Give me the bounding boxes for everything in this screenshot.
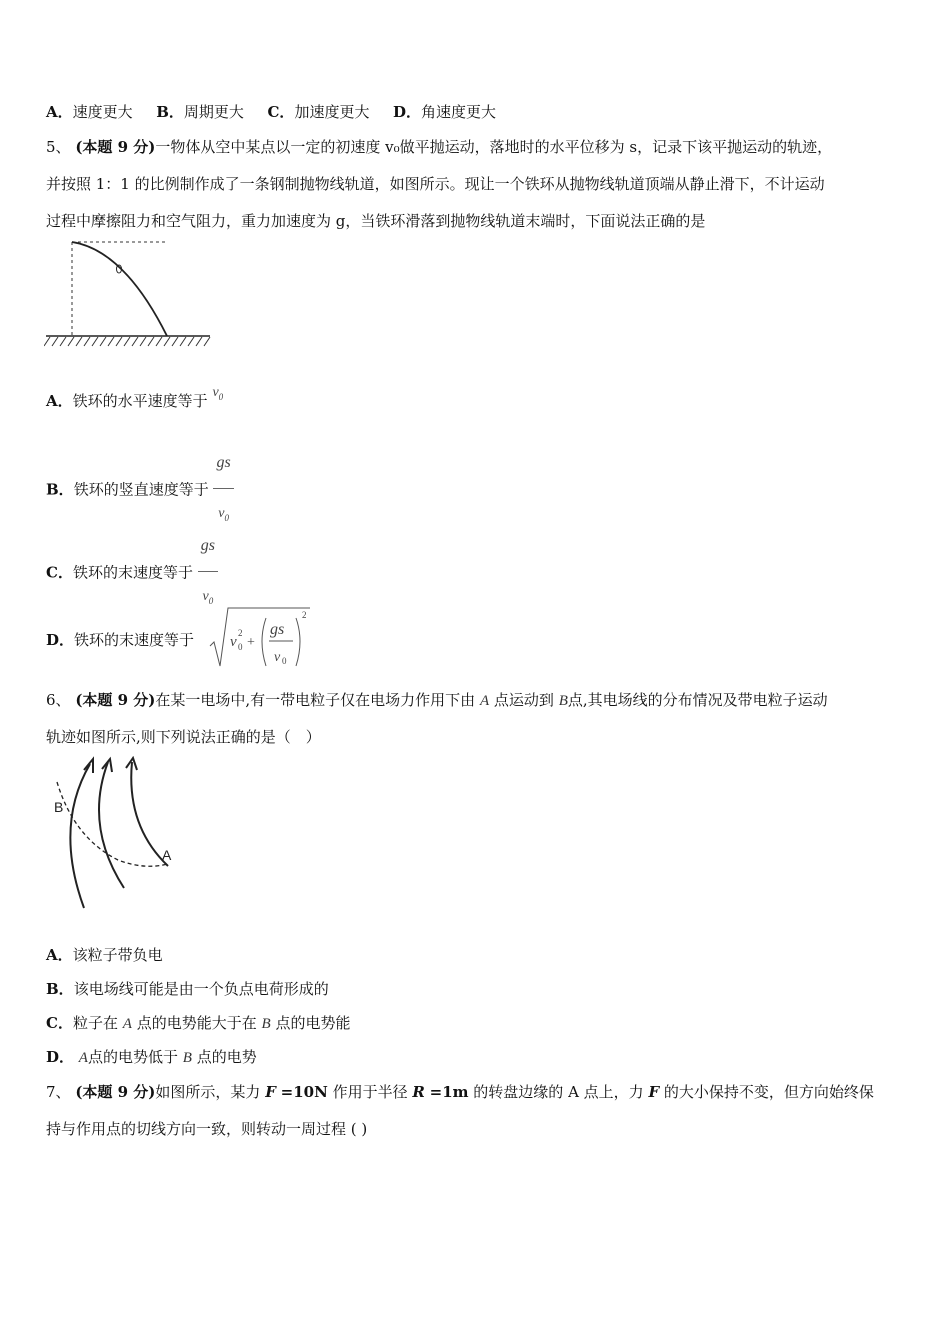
q6-field-figure xyxy=(44,756,180,912)
q7-force-symbol: F xyxy=(265,1083,276,1101)
q6-option-c-pre: 粒子在 xyxy=(72,1014,118,1032)
q5-option-a-text: 铁环的水平速度等于 xyxy=(72,392,208,410)
q4-option-c-text: 加速度更大 xyxy=(294,103,370,121)
q5-radical-v0-sup: 2 xyxy=(238,628,243,638)
q6-figure-label-b: B xyxy=(54,799,64,815)
q5-radical-v0: v xyxy=(230,634,237,650)
q6-field-line-1 xyxy=(70,764,90,908)
q6-option-d-mid: 点的电势低于 xyxy=(87,1048,178,1066)
q4-option-b-text: 周期更大 xyxy=(183,103,244,121)
q7-line-1-pre: 如图所示，某力 xyxy=(155,1083,261,1101)
q7-line-1-post: 的大小保持不变，但方向始终保 xyxy=(663,1083,874,1101)
q5-radical-sup2: 2 xyxy=(302,610,307,620)
q6-option-c-point-a: A xyxy=(122,1016,132,1032)
q6-option-c-point-b: B xyxy=(261,1016,271,1032)
q7-score: (本题 9 分) xyxy=(75,1083,156,1101)
q5-stem-line-3: 过程中摩擦阻力和空气阻力，重力加速度为 g，当铁环滑落到抛物线轨道末端时，下面说法正确的是 xyxy=(46,212,706,230)
q6-trajectory xyxy=(57,782,168,866)
q7-stem-line-1 xyxy=(46,1082,874,1102)
q6-option-c xyxy=(46,1013,350,1034)
q5-radical-sign xyxy=(210,608,310,666)
q6-number: 6、 xyxy=(46,691,71,709)
q5-stem-line-1 xyxy=(46,137,832,157)
q6-figure-label-a: A xyxy=(162,847,172,863)
q5-option-a xyxy=(46,385,224,417)
q6-stem-line-2: 轨迹如图所示,则下列说法正确的是（ ） xyxy=(46,728,321,746)
q5-radical-plus: + xyxy=(247,635,255,650)
q7-force-symbol-2: F xyxy=(648,1083,660,1101)
q5-left-paren xyxy=(262,618,266,666)
q5-option-b-text: 铁环的竖直速度等于 xyxy=(73,480,209,499)
q7-line-1-mid: 作用于半径 xyxy=(332,1083,408,1101)
q5-option-c-text: 铁环的末速度等于 xyxy=(72,563,193,582)
q5-option-c-label: C． xyxy=(46,563,73,582)
q6-score: (本题 9 分) xyxy=(75,691,156,709)
q5-option-b-formula: $\frac{gs}{v_0}$ xyxy=(213,440,233,541)
q5-score: (本题 9 分) xyxy=(75,138,156,156)
q4-option-d-label: D． xyxy=(393,103,422,121)
q6-field-line-2 xyxy=(99,762,124,888)
q6-option-b xyxy=(46,979,329,999)
q7-line-1-mid2: 的转盘边缘的 A 点上，力 xyxy=(473,1083,644,1101)
q6-option-d xyxy=(46,1047,257,1068)
q4-option-b-label: B． xyxy=(156,103,184,121)
q5-option-c xyxy=(46,523,218,624)
q5-right-paren xyxy=(296,618,300,666)
q5-radical-v0-sub: 0 xyxy=(238,642,243,652)
q5-line-1-text: 一物体从空中某点以一定的初速度 v₀做平抛运动，落地时的水平位移为 s，记录下该平抛运动的轨迹， xyxy=(155,138,833,156)
q5-option-d-text: 铁环的末速度等于 xyxy=(74,631,195,649)
q7-stem-line-2: 持与作用点的切线方向一致，则转动一周过程 ( ) xyxy=(46,1120,368,1138)
q7-force-value: =10N xyxy=(280,1083,328,1101)
q5-option-d xyxy=(46,630,194,650)
q5-parabola-figure xyxy=(44,238,214,350)
q6-line-1-mid: 点运动到 xyxy=(493,691,554,709)
q5-figure-track xyxy=(72,242,167,336)
q6-option-b-label: B． xyxy=(46,980,74,998)
q5-number: 5、 xyxy=(46,138,71,156)
q6-option-d-point-b: B xyxy=(182,1050,192,1066)
q6-option-c-label: C． xyxy=(46,1014,73,1032)
q5-radical-den-v: v xyxy=(274,650,281,665)
q6-option-a-label: A． xyxy=(46,946,73,964)
q4-options-row xyxy=(46,102,496,122)
q6-option-d-post: 点的电势 xyxy=(196,1048,257,1066)
q5-radical-gs: gs xyxy=(270,621,285,638)
q4-option-a-label: A． xyxy=(46,103,73,121)
q5-option-c-formula: $\frac{gs}{v_0}$ xyxy=(198,523,218,624)
q6-point-b: B xyxy=(558,693,568,709)
q5-option-d-label: D． xyxy=(46,631,75,649)
q5-option-d-formula xyxy=(208,606,312,670)
q7-number: 7、 xyxy=(46,1083,71,1101)
q6-line-1-post: 点,其电场线的分布情况及带电粒子运动 xyxy=(567,691,828,709)
q7-radius-value: =1m xyxy=(429,1083,469,1101)
q6-point-a: A xyxy=(479,693,490,709)
q6-option-a-text: 该粒子带负电 xyxy=(72,946,163,964)
q5-stem-line-2: 并按照 1：1 的比例制作成了一条钢制抛物线轨道，如图所示。现让一个铁环从抛物线轨道顶端从静止滑下，不计运动 xyxy=(46,175,825,193)
q4-option-a-text: 速度更大 xyxy=(72,103,133,121)
q4-option-c-label: C． xyxy=(267,103,295,121)
q6-option-d-label: D． xyxy=(46,1048,75,1066)
q6-option-c-post: 点的电势能 xyxy=(275,1014,351,1032)
q5-option-a-label: A． xyxy=(46,392,73,410)
q7-radius-symbol: R xyxy=(412,1083,425,1101)
q6-line-1-pre: 在某一电场中,有一带电粒子仅在电场力作用下由 xyxy=(155,691,476,709)
q6-option-a xyxy=(46,945,163,965)
q5-radical-den-sub: 0 xyxy=(282,656,287,666)
q4-option-d-text: 角速度更大 xyxy=(421,103,497,121)
q5-option-b-label: B． xyxy=(46,480,74,499)
q6-stem-line-1 xyxy=(46,690,828,711)
q5-option-a-formula: $v_0$ xyxy=(212,385,224,402)
q6-option-c-mid: 点的电势能大于在 xyxy=(136,1014,257,1032)
q5-figure-ground-hatch xyxy=(44,337,210,346)
q6-option-d-point-a: A xyxy=(78,1050,88,1066)
q6-option-b-text: 该电场线可能是由一个负点电荷形成的 xyxy=(73,980,329,998)
